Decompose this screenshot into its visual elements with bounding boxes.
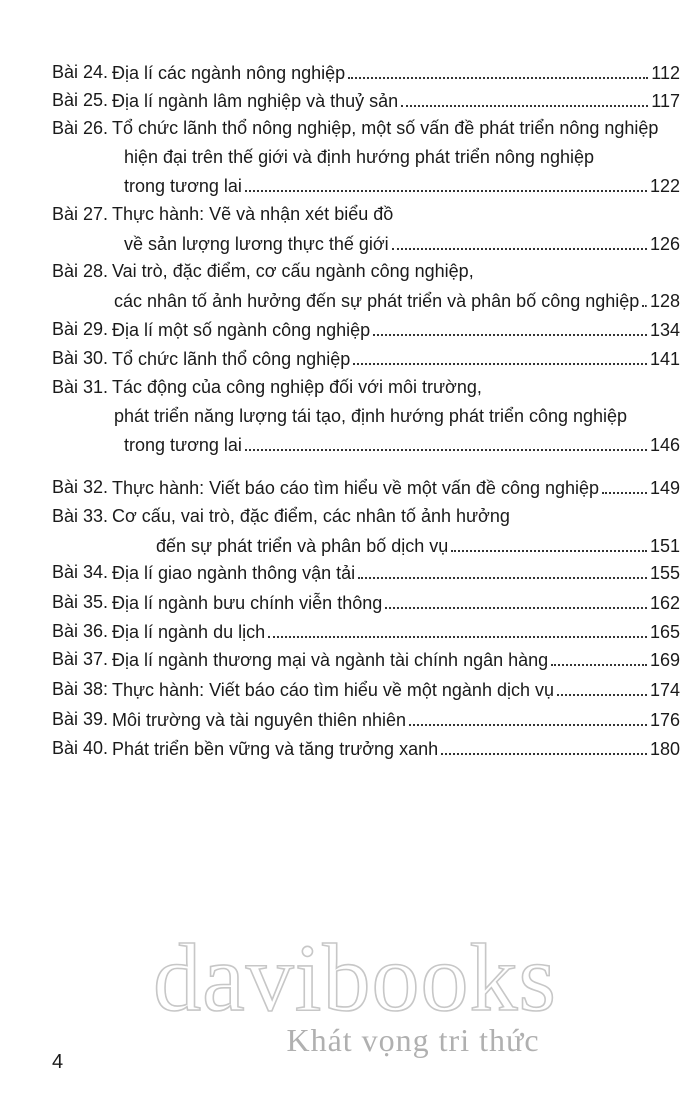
- dot-leader: [358, 558, 647, 579]
- toc-entry-page: 146: [649, 435, 680, 455]
- page-number: 4: [52, 1051, 64, 1073]
- toc-entry-line: [114, 402, 627, 430]
- toc-entry-page: 122: [649, 176, 680, 196]
- toc-entry-label: Bài 38:: [52, 679, 109, 699]
- toc-entry-title: Địa lí giao ngành thông vận tải: [112, 563, 356, 583]
- dot-leader: [373, 315, 647, 336]
- dot-leader: [441, 734, 647, 755]
- toc-entry-line: [112, 734, 680, 762]
- watermark-brand: davibooks: [153, 924, 557, 1031]
- toc-entry-title: Thực hành: Viết báo cáo tìm hiểu về một vấn đề công nghiệp: [112, 478, 600, 498]
- toc-entry-page: 151: [649, 535, 680, 556]
- toc-entry-label: Bài 39.: [52, 709, 109, 729]
- toc-entry-title: Tổ chức lãnh thổ công nghiệp: [112, 349, 351, 369]
- toc-entry-page: 149: [649, 478, 680, 498]
- dot-leader: [392, 229, 647, 250]
- toc-entry-page: 128: [649, 290, 680, 311]
- toc-entry-title: phát triển năng lượng tái tạo, định hướng phát triển công nghiệp: [114, 405, 628, 426]
- toc-entry-page: 117: [651, 91, 680, 111]
- toc-entry-title: Thực hành: Vẽ và nhận xét biểu đồ: [112, 204, 394, 224]
- toc-entry-line: [112, 257, 474, 285]
- dot-leader: [245, 171, 647, 192]
- toc-entry-page: 162: [649, 593, 680, 613]
- toc-entry-label: Bài 28.: [52, 261, 109, 281]
- toc-entry-title: Địa lí các ngành nông nghiệp: [112, 63, 346, 83]
- toc-entry-title: Địa lí ngành thương mại và ngành tài chính ngân hàng: [112, 650, 549, 670]
- toc-entry-line: [112, 558, 680, 586]
- toc-entry-line: [112, 645, 680, 673]
- toc-entry-line: [112, 588, 680, 616]
- toc-entry-page: 126: [649, 233, 680, 254]
- dot-leader: [385, 588, 647, 609]
- toc-entry-label: Bài 26.: [52, 118, 109, 138]
- toc-entry-line: [124, 143, 594, 171]
- dot-leader: [409, 705, 647, 726]
- toc-entry-line: [112, 200, 393, 228]
- toc-entry-page: 155: [649, 563, 680, 583]
- toc-entry-label: Bài 36.: [52, 621, 109, 641]
- toc-entry-label: Bài 34.: [52, 562, 109, 582]
- toc-entry-line: [112, 617, 680, 645]
- toc-entry-label: Bài 35.: [52, 592, 109, 612]
- toc-entry-title: hiện đại trên thế giới và định hướng phát triển nông nghiệp: [124, 146, 594, 167]
- toc-entry-label: Bài 29.: [52, 319, 109, 339]
- toc-entry-line: [112, 705, 680, 733]
- toc-entry-label: Bài 33.: [52, 506, 109, 526]
- toc-entry-page: 169: [649, 650, 680, 670]
- toc-entry-page: 112: [651, 63, 680, 83]
- dot-leader: [353, 344, 647, 365]
- toc-entry-label: Bài 40.: [52, 738, 109, 758]
- toc-entry-line: [124, 430, 680, 458]
- dot-leader: [551, 645, 647, 666]
- toc-entry-page: 180: [649, 739, 680, 759]
- toc-entry-line: [112, 675, 680, 703]
- toc-entry-title: Môi trường và tài nguyên thiên nhiên: [112, 710, 407, 730]
- toc-entry-label: Bài 37.: [52, 649, 109, 669]
- toc-entry-title: các nhân tố ảnh hưởng đến sự phát triển và phân bố công nghiệp: [114, 290, 640, 311]
- toc-entry-line: [112, 114, 658, 142]
- toc-entry-title: Cơ cấu, vai trò, đặc điểm, các nhân tố ảnh hưởng: [112, 506, 510, 526]
- dot-leader: [451, 531, 647, 552]
- toc-entry-line: [112, 373, 482, 401]
- toc-entry-title: Phát triển bền vững và tăng trưởng xanh: [112, 739, 439, 759]
- watermark: [0, 924, 700, 1088]
- toc-entry-line: [112, 315, 680, 343]
- toc-entry-line: [112, 473, 680, 501]
- toc-entry-page: 176: [649, 710, 680, 730]
- dot-leader: [245, 430, 647, 451]
- toc-entry-label: Bài 25.: [52, 90, 109, 110]
- toc-entry-page: 165: [649, 622, 680, 642]
- toc-entry-title: về sản lượng lương thực thế giới: [124, 233, 389, 254]
- toc-entry-page: 174: [649, 680, 680, 700]
- toc-entry-line: [112, 58, 680, 86]
- toc-entry-title: Tác động của công nghiệp đối với môi trường,: [112, 377, 482, 397]
- toc-entry-title: Địa lí ngành bưu chính viễn thông: [112, 593, 383, 613]
- dot-leader: [602, 473, 647, 494]
- dot-leader: [348, 58, 648, 79]
- toc-entry-label: Bài 24.: [52, 62, 109, 82]
- toc-entry-line: [124, 171, 680, 199]
- toc-entry-line: [112, 502, 510, 530]
- toc-entry-page: 141: [649, 349, 680, 369]
- dot-leader: [268, 617, 647, 638]
- toc-entry-label: Bài 30.: [52, 348, 109, 368]
- toc-entry-label: Bài 31.: [52, 377, 109, 397]
- toc-entry-title: Tổ chức lãnh thổ nông nghiệp, một số vấn đề phát triển nông nghiệp: [112, 118, 659, 138]
- toc-entry-page: 134: [649, 320, 680, 340]
- toc-entry-title: Vai trò, đặc điểm, cơ cấu ngành công nghiệp,: [112, 261, 474, 281]
- toc-entry-line: [114, 286, 680, 314]
- dot-leader: [557, 675, 647, 696]
- toc-entry-title: Địa lí một số ngành công nghiệp: [112, 320, 371, 340]
- dot-leader: [401, 86, 648, 107]
- toc-entry-label: Bài 32.: [52, 477, 109, 497]
- toc-entry-title: đến sự phát triển và phân bố dịch vụ: [156, 535, 449, 556]
- toc-entry-line: [156, 531, 680, 559]
- toc-entry-title: Địa lí ngành du lịch: [112, 622, 266, 642]
- toc-entry-title: Địa lí ngành lâm nghiệp và thuỷ sản: [112, 91, 399, 111]
- toc-entry-title: trong tương lai: [124, 176, 242, 196]
- toc-entry-title: trong tương lai: [124, 435, 242, 455]
- toc-entry-label: Bài 27.: [52, 204, 109, 224]
- toc-entry-line: [112, 344, 680, 372]
- toc-entry-line: [112, 86, 680, 114]
- watermark-slogan: Khát vọng tri thức: [286, 1022, 540, 1058]
- dot-leader: [642, 286, 647, 307]
- toc-entry-title: Thực hành: Viết báo cáo tìm hiểu về một ngành dịch vụ: [112, 680, 554, 700]
- toc-entry-line: [124, 229, 680, 257]
